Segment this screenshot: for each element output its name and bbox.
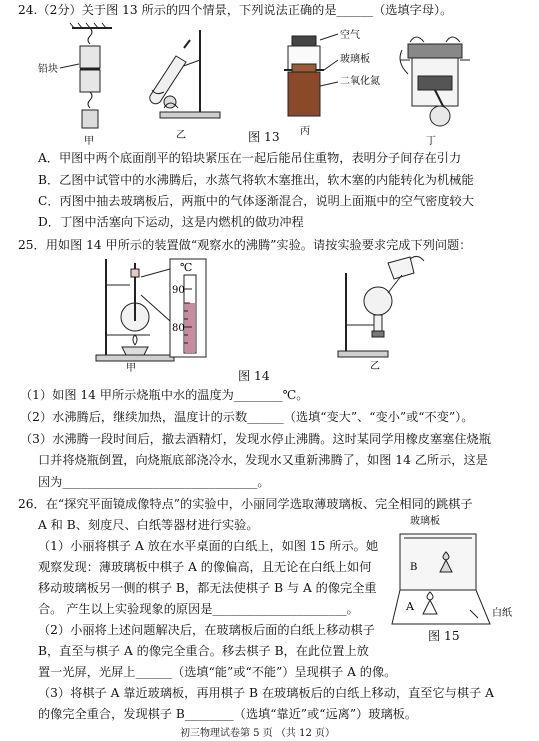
figure-13: [0, 20, 539, 168]
q25-part3-line1: （3）水沸腾一段时间后，撤去酒精灯，发现水停止沸腾。这时某同学用橡皮塞塞住烧瓶: [20, 432, 491, 446]
fig14-label-yi: 乙: [370, 361, 380, 372]
fig13-yi-test-tube: [150, 30, 220, 118]
fig15-label-b: B: [410, 562, 418, 573]
page-footer: 初三物理试卷第 5 页 （共 12 页）: [180, 728, 335, 739]
fig13-label-yi: 乙: [176, 130, 186, 141]
fig13-bing-bottles: [284, 34, 338, 116]
q26-part3-line2: 的像完全重合，发现棋子 B________（选填“靠近”或“远离”）玻璃板。: [38, 707, 418, 721]
q25-part3-line3: 因为________________________________。: [38, 475, 270, 489]
fig13-label-ding: 丁: [426, 136, 436, 147]
q26-part2-line1: （2）小丽将上述问题解决后，在玻璃板后面的白纸上移动棋子: [38, 623, 375, 637]
q25-part3-line2: 口并将烧瓶倒置，向烧瓶底部浇冷水，发现水又重新沸腾了，如图 14 乙所示，这是: [38, 453, 488, 467]
figure-14: [0, 255, 539, 373]
fig15-label-a: A: [406, 600, 414, 613]
fig14-tick-80: 80: [172, 323, 185, 334]
q24-stem: 24.（2分）关于图 13 所示的四个情景，下列说法正确的是______（选填字母）。: [18, 3, 453, 17]
q26-part1-line1: （1）小丽将棋子 A 放在水平桌面的白纸上，如图 15 所示。她: [38, 539, 379, 553]
fig13-jia-lead-blocks: [60, 23, 112, 128]
fig13-ding-engine: [400, 37, 470, 126]
fig13-caption: 图 13: [248, 130, 280, 144]
q24-option-a: A．甲图中两个底面削平的铅块紧压在一起后能吊住重物，表明分子间存在引力: [38, 151, 462, 165]
fig14-tick-90: 90: [172, 285, 185, 296]
q26-part1-line3: 移动玻璃板另一侧的棋子 B，都无法使棋子 B 与 A 的像完全重: [38, 581, 377, 595]
q25-part2: （2）水沸腾后，继续加热，温度计的示数______（选填“变大”、“变小”或“不变”）。: [20, 410, 474, 424]
fig13-label-jia: 甲: [84, 136, 94, 147]
q24-option-c: C．丙图中抽去玻璃板后，两瓶中的气体逐渐混合，说明上面瓶中的空气密度较大: [38, 194, 474, 208]
fig14-label-jia: 甲: [126, 363, 136, 373]
q26-stem-line1: 26．在“探究平面镜成像特点”的实验中，小丽同学选取薄玻璃板、完全相同的跳棋子: [18, 497, 473, 511]
fig13-label-bing: 丙: [300, 126, 310, 137]
q26-part1-line4: 合。 产生以上实验现象的原因是______________________。: [38, 602, 359, 616]
fig14-caption: 图 14: [238, 369, 270, 383]
fig15-label-glass: 玻璃板: [410, 516, 440, 527]
q24-option-b: B．乙图中试管中的水沸腾后，水蒸气将软木塞推出，软木塞的内能转化为机械能: [38, 173, 474, 187]
q26-part2-line2: B，直至与棋子 A 的像完全重合。移去棋子 B，在此位置上放: [38, 644, 369, 658]
q25-part1: （1）如图 14 甲所示烧瓶中水的温度为________℃。: [20, 388, 309, 402]
fig13-label-lead: 铅块: [38, 64, 58, 75]
fig13-label-glass: 玻璃板: [340, 54, 370, 65]
q26-part1-line2: 观察发现：薄玻璃板中棋子 A 的像偏高，且无论在白纸上如何: [38, 560, 372, 574]
fig14-unit-label: ℃: [180, 261, 193, 274]
fig14-yi-inverted-flask: [338, 256, 424, 357]
fig13-label-air: 空气: [340, 30, 360, 41]
fig14-jia-apparatus: [96, 259, 174, 361]
q26-stem-line2: A 和 B、刻度尺、白纸等器材进行实验。: [38, 518, 259, 532]
q24-option-d: D．丁图中活塞向下运动，这是内燃机的做功冲程: [38, 215, 304, 229]
q25-stem: 25．用如图 14 甲所示的装置做“观察水的沸腾”实验。请按实验要求完成下列问题：: [18, 238, 472, 252]
q26-part2-line3: 置一光屏，光屏上______（选填“能”或“不能”）呈现棋子 A 的像。: [38, 665, 397, 679]
fig13-label-no2: 二氧化氮: [340, 76, 380, 87]
fig15-caption: 图 15: [428, 629, 460, 643]
fig15-label-paper: 白纸: [492, 608, 512, 619]
q26-part3-line1: （3）将棋子 A 靠近玻璃板，再用棋子 B 在玻璃板后的白纸上移动，直至它与棋子 A: [38, 686, 494, 700]
figure-15: [390, 512, 530, 642]
